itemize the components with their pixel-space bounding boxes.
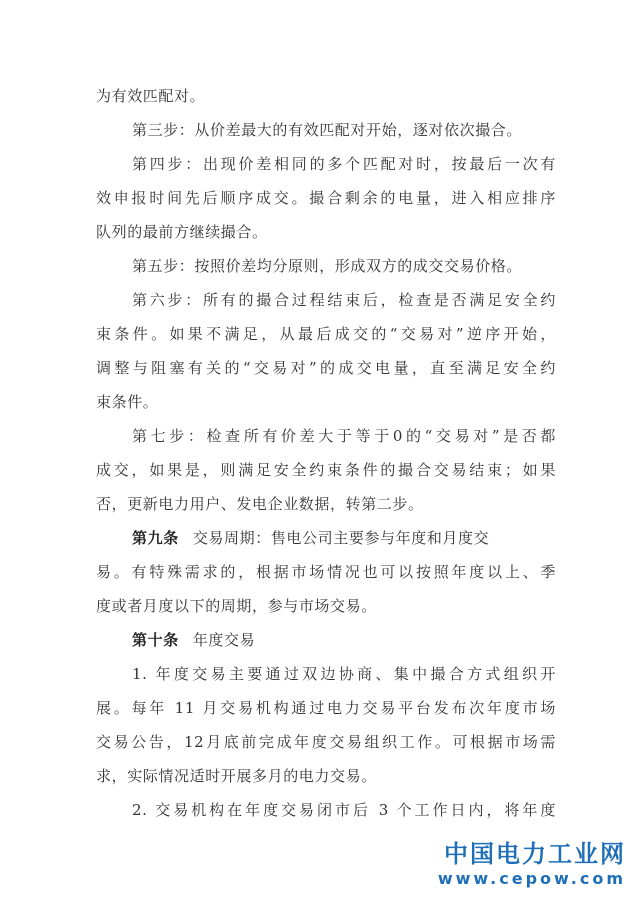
text-line: 第五步：按照价差均分原则，形成双方的成交交易价格。 (132, 257, 523, 275)
article-9-label: 第九条 (132, 529, 179, 547)
text-line: 1. 年度交易主要通过双边协商、集中撮合方式组织开 (132, 665, 556, 683)
text-line: 交易周期：售电公司主要参与年度和月度交 (192, 529, 490, 547)
text-line: 调整与阻塞有关的“交易对”的成交电量，直至满足安全约 (96, 359, 556, 377)
watermark-url: www.cepow.com (437, 869, 626, 888)
text-line: 否，更新电力用户、发电企业数据，转第二步。 (96, 495, 424, 513)
text-line: 为有效匹配对。 (96, 87, 206, 105)
text-line: 成交，如果是，则满足安全约束条件的撮合交易结束；如果 (96, 461, 556, 479)
text-line: 队列的最前方继续撮合。 (96, 223, 268, 241)
text-line: 易。有特殊需求的，根据市场情况也可以按照年度以上、季 (96, 563, 556, 581)
site-watermark (438, 839, 626, 889)
watermark-name: 中国电力工业网 (444, 840, 626, 868)
text-line: 求，实际情况适时开展多月的电力交易。 (96, 767, 377, 785)
text-line: 交易公告，12月底前完成年度交易组织工作。可根据市场需 (96, 733, 556, 751)
text-line: 年度交易 (192, 631, 256, 649)
text-line: 第四步：出现价差相同的多个匹配对时，按最后一次有 (132, 155, 556, 173)
text-line: 效申报时间先后顺序成交。撮合剩余的电量，进入相应排序 (96, 189, 556, 207)
text-line: 度或者月度以下的周期，参与市场交易。 (96, 597, 377, 615)
text-line: 2. 交易机构在年度交易闭市后 3 个工作日内，将年度 (132, 801, 556, 819)
article-10-label: 第十条 (132, 631, 179, 649)
text-line: 束条件。 (96, 393, 159, 411)
article-10-heading (132, 630, 556, 650)
text-line: 束条件。如果不满足，从最后成交的“交易对”逆序开始， (96, 325, 556, 343)
text-line: 第六步：所有的撮合过程结束后，检查是否满足安全约 (132, 291, 556, 309)
text-line: 展。每年 11 月交易机构通过电力交易平台发布次年度市场 (96, 699, 556, 717)
article-9-heading (132, 528, 556, 548)
text-line: 第七步：检查所有价差大于等于0的“交易对”是否都 (132, 427, 556, 445)
text-line: 第三步：从价差最大的有效匹配对开始，逐对依次撮合。 (132, 121, 523, 139)
